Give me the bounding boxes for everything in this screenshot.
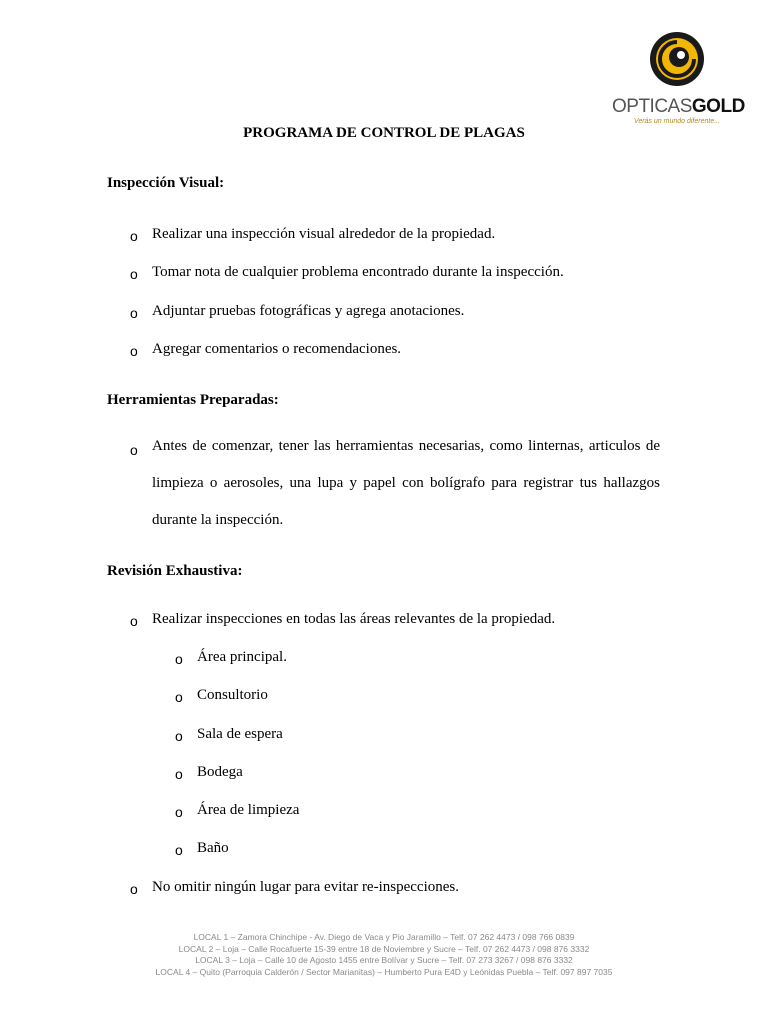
page-footer [0, 932, 768, 978]
sub-list-item: Sala de espera [197, 726, 283, 742]
list-item: Realizar inspecciones en todas las áreas relevantes de la propiedad. [152, 611, 556, 627]
footer-address-line: LOCAL 3 – Loja – Calle 10 de Agosto 1455 entre Bolívar y Sucre – Telf. 07 273 3267 / 098 876 3332 [195, 955, 573, 965]
bullet-icon: o [130, 442, 138, 458]
bullet-icon: o [130, 228, 138, 244]
bullet-icon: o [175, 842, 183, 858]
bullet-icon: o [130, 343, 138, 359]
sub-list-item: Bodega [197, 764, 243, 780]
logo-brand-name: OPTICASGOLD [612, 96, 745, 117]
footer-address-line: LOCAL 2 – Loja – Calle Rocafuerte 15-39 entre 18 de Noviembre y Sucre – Telf. 07 262 4473 / 098 876 3332 [178, 943, 590, 954]
footer-address-line: LOCAL 1 – Zamora Chinchipe - Av. Diego de Vaca y Pio Jaramillo – Telf. 07 262 4473 / 098 766 0839 [193, 932, 575, 942]
bullet-icon: o [175, 804, 183, 820]
list-item: Tomar nota de cualquier problema encontrado durante la inspección. [152, 264, 564, 280]
company-logo [612, 28, 745, 132]
bullet-icon: o [130, 881, 138, 897]
paragraph-herramientas: Antes de comenzar, tener las herramientas necesarias, como linternas, articulos de limpieza o aerosoles, una lupa y papel con bolígrafo para registrar tus hallazgos durante la inspección. [152, 438, 660, 528]
section-heading-revision: Revisión Exhaustiva: [107, 563, 243, 579]
sub-list-item: Consultorio [197, 687, 268, 703]
list-item: Adjuntar pruebas fotográficas y agrega anotaciones. [152, 303, 465, 319]
bullet-icon: o [130, 266, 138, 282]
bullet-icon: o [130, 613, 138, 629]
logo-tagline: Verás un mundo diferente... [633, 118, 721, 125]
footer-address-line: LOCAL 4 – Quito (Parroquia Calderón / Sector Marianitas) – Humberto Pura E4D y Leónidas Puebla – Telf. 097 897 7035 [155, 966, 613, 977]
sub-list-item: Área principal. [197, 649, 287, 665]
bullet-icon: o [175, 766, 183, 782]
document-title: PROGRAMA DE CONTROL DE PLAGAS [243, 125, 525, 141]
bullet-icon: o [175, 651, 183, 667]
bullet-icon: o [130, 305, 138, 321]
list-item: Agregar comentarios o recomendaciones. [152, 341, 402, 357]
list-item: No omitir ningún lugar para evitar re-inspecciones. [152, 879, 459, 895]
list-item: Realizar una inspección visual alrededor de la propiedad. [152, 226, 496, 242]
bullet-icon: o [175, 728, 183, 744]
sub-list-item: Área de limpieza [197, 802, 300, 818]
sub-list-item: Baño [197, 840, 229, 856]
section-heading-inspeccion: Inspección Visual: [107, 175, 225, 191]
eye-logo-icon [648, 30, 706, 88]
bullet-icon: o [175, 689, 183, 705]
section-heading-herramientas: Herramientas Preparadas: [107, 392, 279, 408]
